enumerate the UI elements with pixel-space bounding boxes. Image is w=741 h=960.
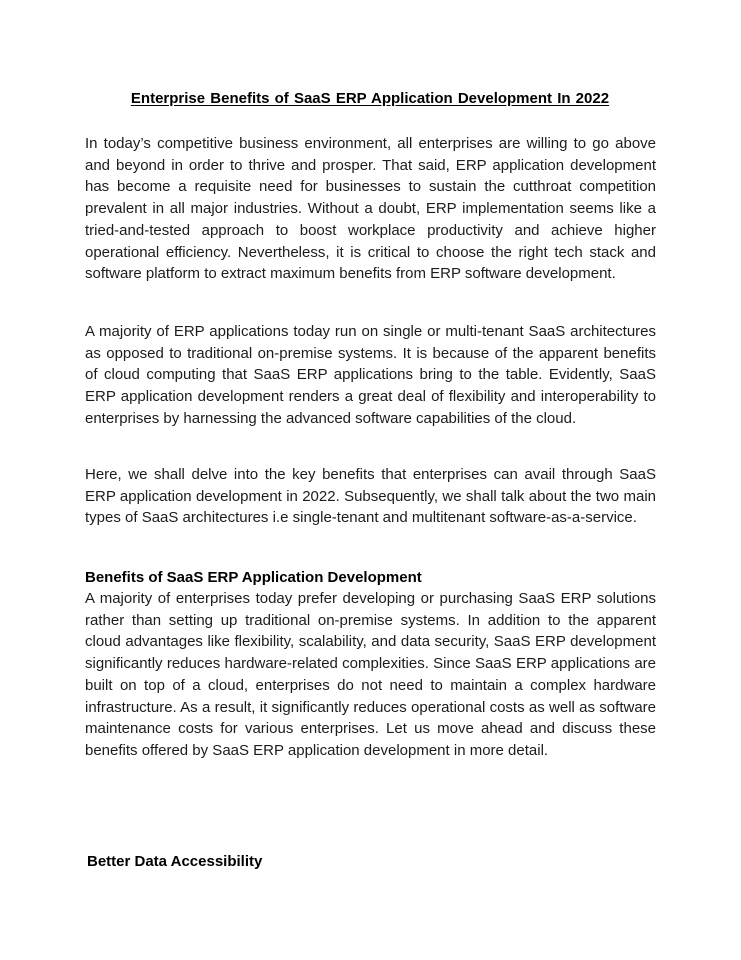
- intro-paragraph: In today’s competitive business environment, all enterprises are willing to go above and beyond in order to thrive and prosper. That said, ERP application development has become a requisite need for businesses to sustain the cutthroat competition prevalent in all major industries. Without a doubt, ERP implementation seems like a tried-and-tested approach to boost workplace productivity and achieve higher operational efficiency. Nevertheless, it is critical to choose the right tech stack and software platform to extract maximum benefits from ERP software development.: [85, 135, 656, 283]
- section-heading: Benefits of SaaS ERP Application Development: [85, 569, 422, 586]
- section-body-paragraph: A majority of enterprises today prefer developing or purchasing SaaS ERP solutions rather than setting up traditional on-premise systems. In addition to the apparent cloud advantages like flexibility, scalability, and data security, SaaS ERP development significantly reduces hardware-related complexities. Since SaaS ERP applications are built on top of a cloud, enterprises do not need to maintain a complex hardware infrastructure. As a result, it significantly reduces operational costs as well as software maintenance costs for various enterprises. Let us move ahead and discuss these benefits offered by SaaS ERP application development in more detail.: [85, 590, 656, 759]
- saas-architecture-paragraph: A majority of ERP applications today run on single or multi-tenant SaaS architectures as opposed to traditional on-premise systems. It is because of the apparent benefits of cloud computing that SaaS ERP applications bring to the table. Evidently, SaaS ERP application development renders a great deal of flexibility and interoperability to enterprises by harnessing the advanced software capabilities of the cloud.: [85, 323, 656, 427]
- subheading-better-data-accessibility: Better Data Accessibility: [87, 853, 263, 870]
- overview-paragraph: Here, we shall delve into the key benefits that enterprises can avail through SaaS ERP application development in 2022. Subsequently, we shall talk about the two main types of SaaS architectures i.e single-tenant and multitenant software-as-a-service.: [85, 466, 656, 527]
- document-title: Enterprise Benefits of SaaS ERP Application Development In 2022: [130, 90, 610, 107]
